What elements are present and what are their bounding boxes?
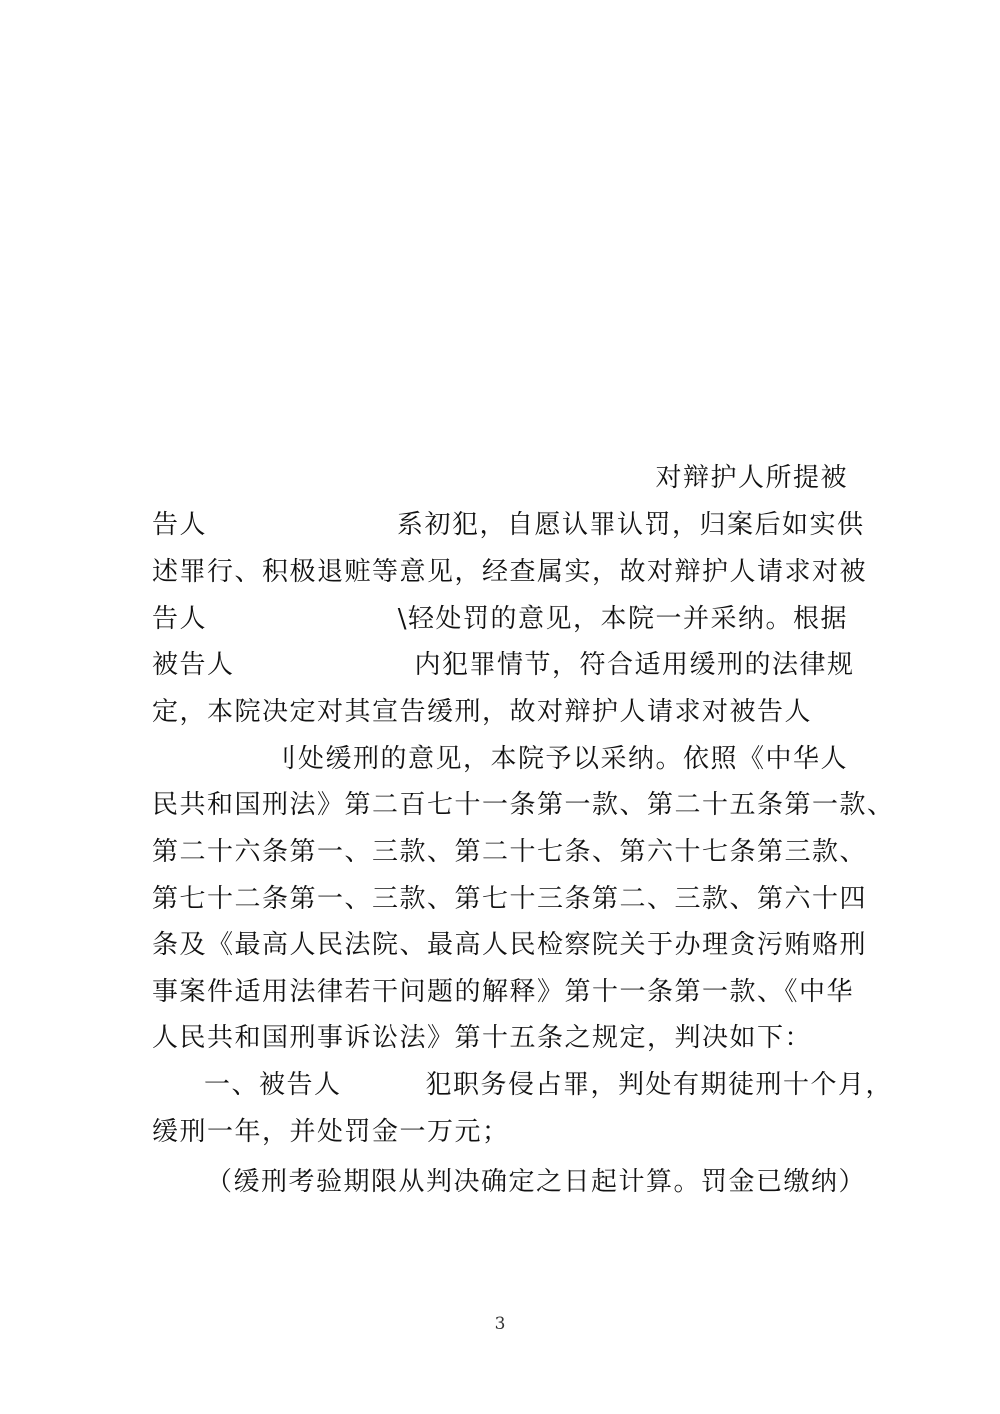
text-segment: 告人 bbox=[152, 604, 208, 634]
text-line bbox=[152, 643, 855, 687]
text-segment: 事案件适用法律若干问题的解释》第十一条第一款、《中华 bbox=[152, 977, 855, 1007]
text-segment: 第七十二条第一、三款、第七十三条第二、三款、第六十四 bbox=[152, 884, 868, 914]
text-line bbox=[152, 456, 848, 500]
text-line bbox=[152, 737, 848, 781]
text-segment: 内犯罪情节，符合适用缓刑的法律规 bbox=[414, 650, 855, 680]
text-segment: 缓刑一年，并处罚金一万元； bbox=[152, 1117, 510, 1147]
text-line bbox=[152, 923, 868, 967]
text-segment: 系初犯，自愿认罪认罚，归案后如实供 bbox=[397, 510, 865, 540]
text-line bbox=[152, 830, 868, 874]
text-segment: （缓刑考验期限从判决确定之日起计算。罚金已缴纳） bbox=[206, 1167, 867, 1197]
page-number: 3 bbox=[494, 1314, 506, 1334]
text-line bbox=[152, 970, 855, 1014]
text-segment: 第二十六条第一、三款、第二十七条、第六十七条第三款、 bbox=[152, 837, 868, 867]
judgment-line bbox=[204, 1063, 894, 1107]
text-segment: 被告人 bbox=[152, 650, 235, 680]
text-line bbox=[152, 597, 848, 641]
text-line bbox=[152, 690, 848, 734]
text-segment: 告人 bbox=[152, 510, 208, 540]
text-line bbox=[152, 503, 865, 547]
text-segment: 述罪行、积极退赃等意见，经查属实，故对辩护人请求对被 bbox=[152, 557, 868, 587]
text-segment: 条及《最高人民法院、最高人民检察院关于办理贪污贿赂刑 bbox=[152, 930, 868, 960]
text-line bbox=[152, 550, 868, 594]
text-segment: 一、被告人 bbox=[204, 1070, 342, 1100]
text-segment: 人民共和国刑事诉讼法》第十五条之规定，判决如下： bbox=[152, 1023, 813, 1053]
text-segment: 对辩护人所提被 bbox=[655, 463, 848, 493]
text-segment: 刂处缓刑的意见，本院予以采纳。依照《中华人 bbox=[270, 744, 848, 774]
text-segment: 犯职务侵占罪，判处有期徒刑十个月， bbox=[425, 1070, 894, 1100]
text-segment: 定，本院决定对其宣告缓刑，故对辩护人请求对被告人 bbox=[152, 697, 813, 727]
text-segment: \轻处罚的意见，本院一并采纳。根据 bbox=[397, 604, 848, 634]
text-line bbox=[152, 1016, 848, 1060]
judgment-line bbox=[152, 1110, 848, 1154]
text-line bbox=[152, 877, 868, 921]
judgment-note bbox=[206, 1160, 867, 1204]
text-segment: 民共和国刑法》第二百七十一条第一款、第二十五条第一款、 bbox=[152, 790, 895, 820]
text-line bbox=[152, 783, 895, 827]
